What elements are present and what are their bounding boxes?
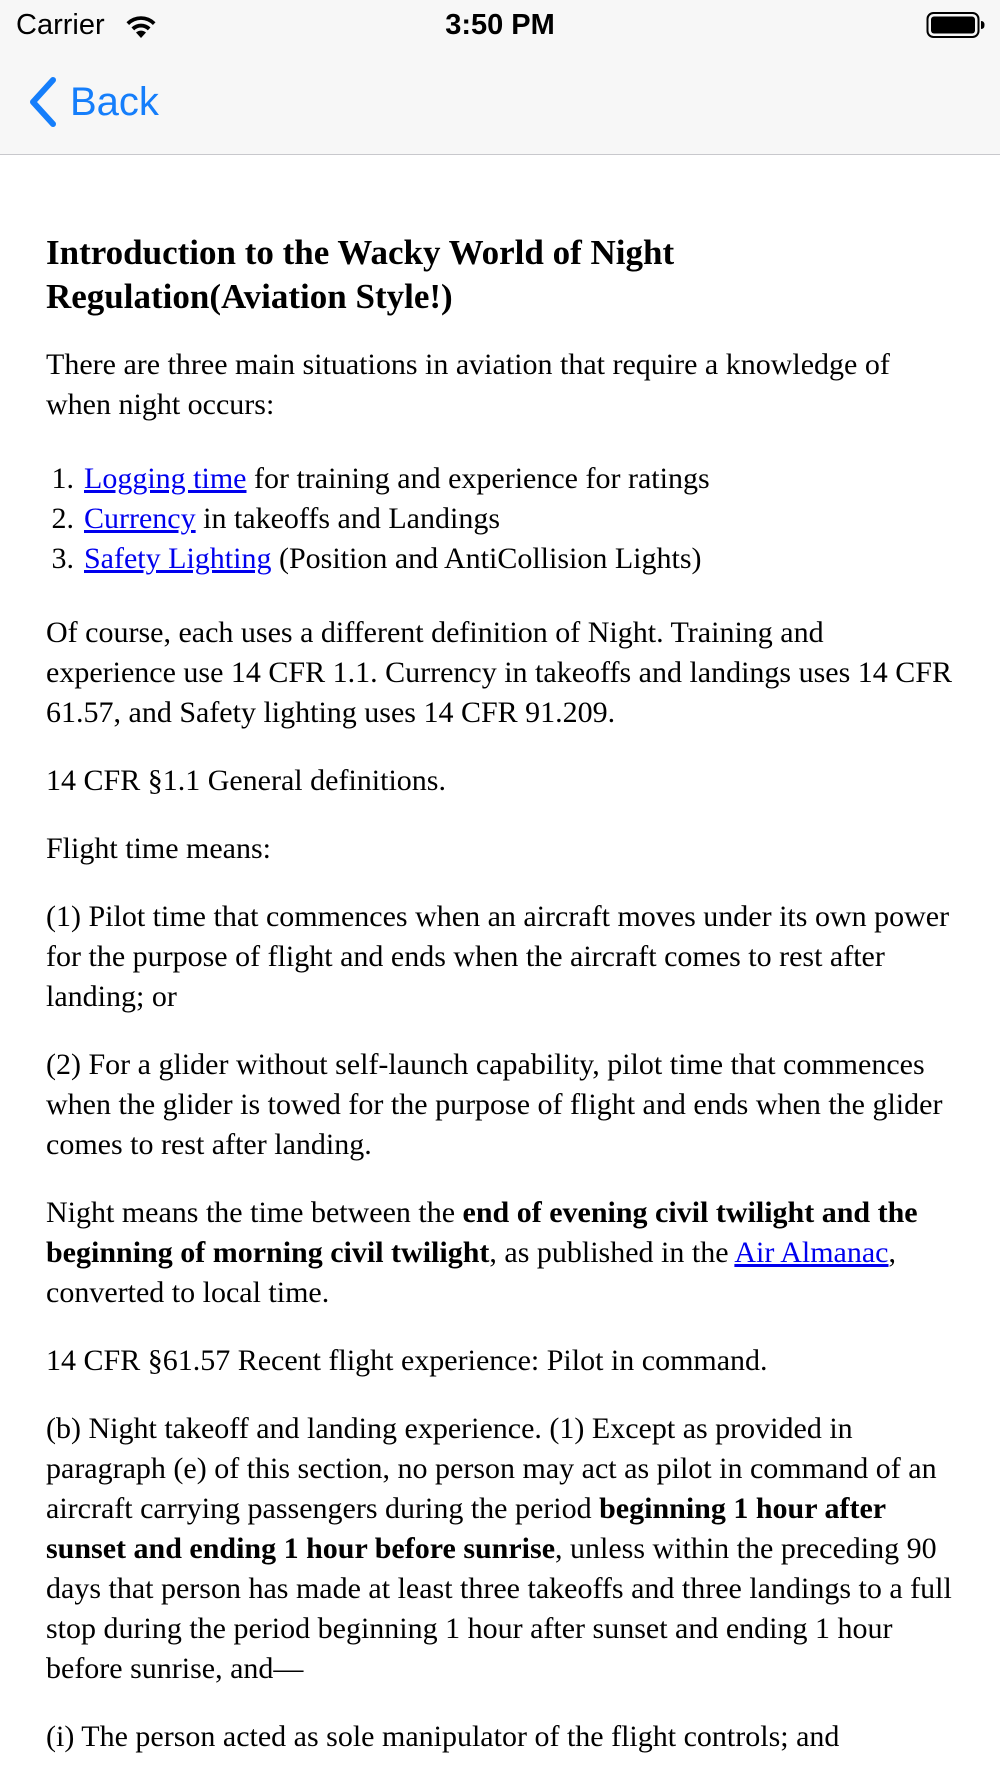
flight-time-paragraph: Flight time means: [46, 832, 271, 865]
air-almanac-link[interactable]: Air Almanac [734, 1236, 889, 1269]
clock: 3:50 PM [445, 9, 555, 41]
battery-icon [926, 11, 986, 39]
navigation-bar [0, 50, 1000, 155]
status-bar [0, 0, 1000, 50]
list-number: 1. [51, 462, 74, 495]
night-definition-paragraph [46, 1193, 954, 1313]
cut-off-paragraph: (i) The person acted as sole manipulator of the flight controls; and [46, 1720, 840, 1753]
takeoff-text-post: , unless within the preceding 90 days that person has made at least three takeoffs and three landings to a full stop during the period beginning 1 hour after sunset and ending 1 hour before sunrise, and— [46, 1532, 952, 1685]
night-takeoff-paragraph [46, 1409, 954, 1689]
safety-lighting-link[interactable]: Safety Lighting [84, 542, 272, 575]
definitions-paragraph: Of course, each uses a different definition of Night. Training and experience use 14 CFR 1.1. Currency in takeoffs and landings uses 14 CFR 61.57, and Safety lighting uses 14 CFR 91.209. [46, 616, 952, 729]
list-item [46, 459, 954, 499]
cfr-61-57-heading: 14 CFR §61.57 Recent flight experience: Pilot in command. [46, 1344, 768, 1377]
logging-time-link[interactable]: Logging time [84, 462, 247, 495]
carrier-label: Carrier [16, 9, 105, 41]
list-item [46, 539, 954, 579]
article-content[interactable] [0, 156, 1000, 1753]
list-item [46, 499, 954, 539]
takeoff-text-bold: beginning 1 hour after sunset and ending 1 hour before sunrise [46, 1492, 886, 1565]
situations-list [46, 459, 954, 579]
flight-time-item-2: (2) For a glider without self-launch capability, pilot time that commences when the glider is towed for the purpose of flight and ends when the glider comes to rest after landing. [46, 1048, 943, 1161]
back-button[interactable] [28, 74, 159, 130]
chevron-left-icon [28, 76, 58, 128]
back-label: Back [70, 79, 159, 124]
article-title: Introduction to the Wacky World of Night Regulation(Aviation Style!) [46, 233, 675, 316]
night-text-mid: , as published in the [489, 1236, 735, 1269]
night-text-post: , converted to local time. [46, 1236, 896, 1309]
list-item-text: in takeoffs and Landings [195, 502, 501, 535]
takeoff-text-pre: (b) Night takeoff and landing experience. (1) Except as provided in paragraph (e) of this section, no person may act as pilot in command of an aircraft carrying passengers during the period [46, 1412, 937, 1525]
night-text-bold: end of evening civil twilight and the beginning of morning civil twilight [46, 1196, 918, 1269]
currency-link[interactable]: Currency [84, 502, 196, 535]
list-item-text: (Position and AntiCollision Lights) [271, 542, 702, 575]
list-number: 3. [51, 542, 74, 575]
list-item-text: for training and experience for ratings [246, 462, 710, 495]
cfr-1-1-heading: 14 CFR §1.1 General definitions. [46, 764, 446, 797]
night-text-pre: Night means the time between the [46, 1196, 463, 1229]
intro-paragraph: There are three main situations in aviation that require a knowledge of when night occurs: [46, 348, 890, 421]
list-number: 2. [51, 502, 74, 535]
flight-time-item-1: (1) Pilot time that commences when an aircraft moves under its own power for the purpose of flight and ends when the aircraft comes to rest after landing; or [46, 900, 950, 1013]
